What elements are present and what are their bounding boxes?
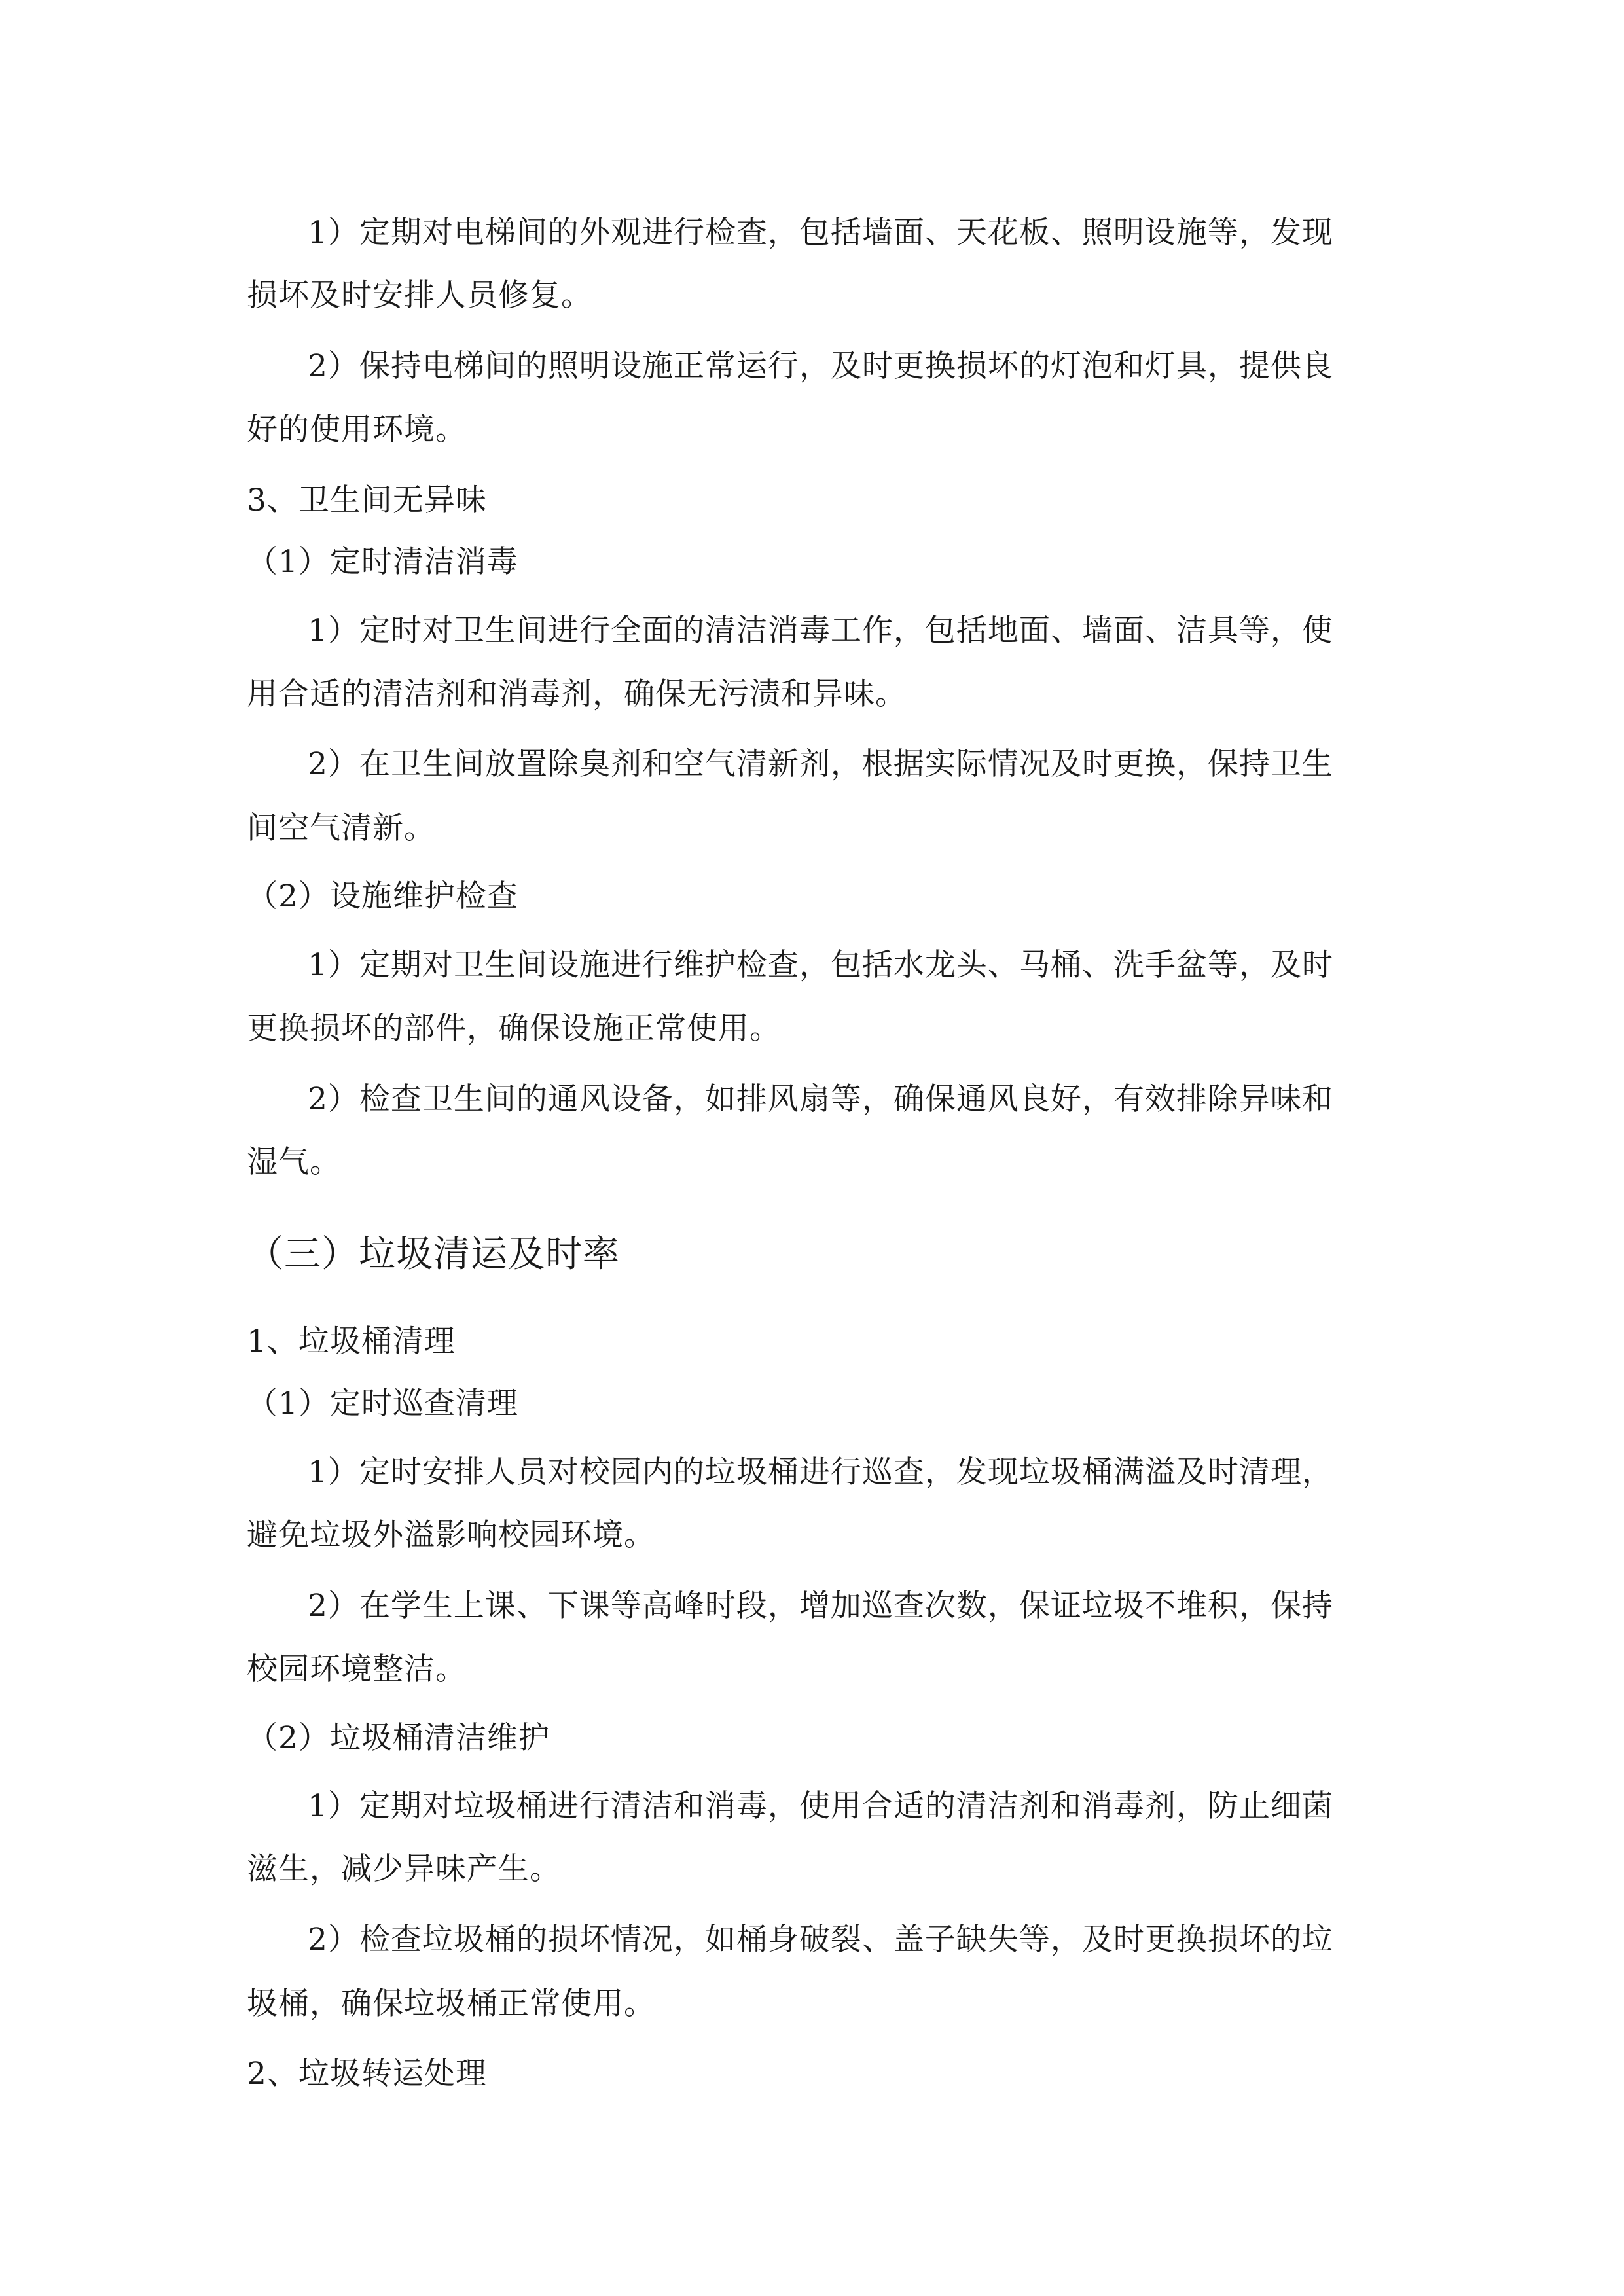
- paragraph-line: 更换损坏的部件，确保设施正常使用。: [247, 1011, 781, 1047]
- paragraph-line: 2）检查垃圾桶的损坏情况，如桶身破裂、盖子缺失等，及时更换损坏的垃: [308, 1922, 1333, 1958]
- paragraph-line: 1）定时对卫生间进行全面的清洁消毒工作，包括地面、墙面、洁具等，使: [308, 613, 1333, 649]
- item-heading: （1）定时清洁消毒: [247, 544, 518, 580]
- paragraph-line: 1）定期对垃圾桶进行清洁和消毒，使用合适的清洁剂和消毒剂，防止细菌: [308, 1788, 1333, 1824]
- paragraph-line: 2）检查卫生间的通风设备，如排风扇等，确保通风良好，有效排除异味和: [308, 1081, 1333, 1117]
- item-heading: （1）定时巡查清理: [247, 1386, 518, 1422]
- paragraph-line: 好的使用环境。: [247, 412, 467, 448]
- subsection-heading: 3、卫生间无异味: [247, 482, 487, 518]
- subsection-heading: 2、垃圾转运处理: [247, 2056, 487, 2092]
- paragraph-line: 2）在学生上课、下课等高峰时段，增加巡查次数，保证垃圾不堆积，保持: [308, 1588, 1333, 1624]
- paragraph-line: 湿气。: [247, 1144, 341, 1180]
- paragraph-line: 1）定期对电梯间的外观进行检查，包括墙面、天花板、照明设施等，发现: [308, 215, 1333, 251]
- paragraph-line: 损坏及时安排人员修复。: [247, 278, 592, 314]
- paragraph-line: 间空气清新。: [247, 810, 435, 846]
- paragraph-line: 1）定时安排人员对校园内的垃圾桶进行巡查，发现垃圾桶满溢及时清理，: [308, 1454, 1333, 1490]
- paragraph-line: 2）在卫生间放置除臭剂和空气清新剂，根据实际情况及时更换，保持卫生: [308, 746, 1333, 782]
- paragraph-line: 圾桶，确保垃圾桶正常使用。: [247, 1986, 655, 2022]
- item-heading: （2）垃圾桶清洁维护: [247, 1720, 550, 1756]
- paragraph-line: 2）保持电梯间的照明设施正常运行，及时更换损坏的灯泡和灯具，提供良: [308, 348, 1333, 384]
- item-heading: （2）设施维护检查: [247, 878, 518, 914]
- paragraph-line: 滋生，减少异味产生。: [247, 1851, 561, 1887]
- paragraph-line: 避免垃圾外溢影响校园环境。: [247, 1517, 655, 1553]
- paragraph-line: 1）定期对卫生间设施进行维护检查，包括水龙头、马桶、洗手盆等，及时: [308, 947, 1333, 983]
- paragraph-line: 校园环境整洁。: [247, 1651, 467, 1687]
- section-heading: （三）垃圾清运及时率: [247, 1233, 620, 1276]
- paragraph-line: 用合适的清洁剂和消毒剂，确保无污渍和异味。: [247, 676, 907, 712]
- subsection-heading: 1、垃圾桶清理: [247, 1323, 456, 1359]
